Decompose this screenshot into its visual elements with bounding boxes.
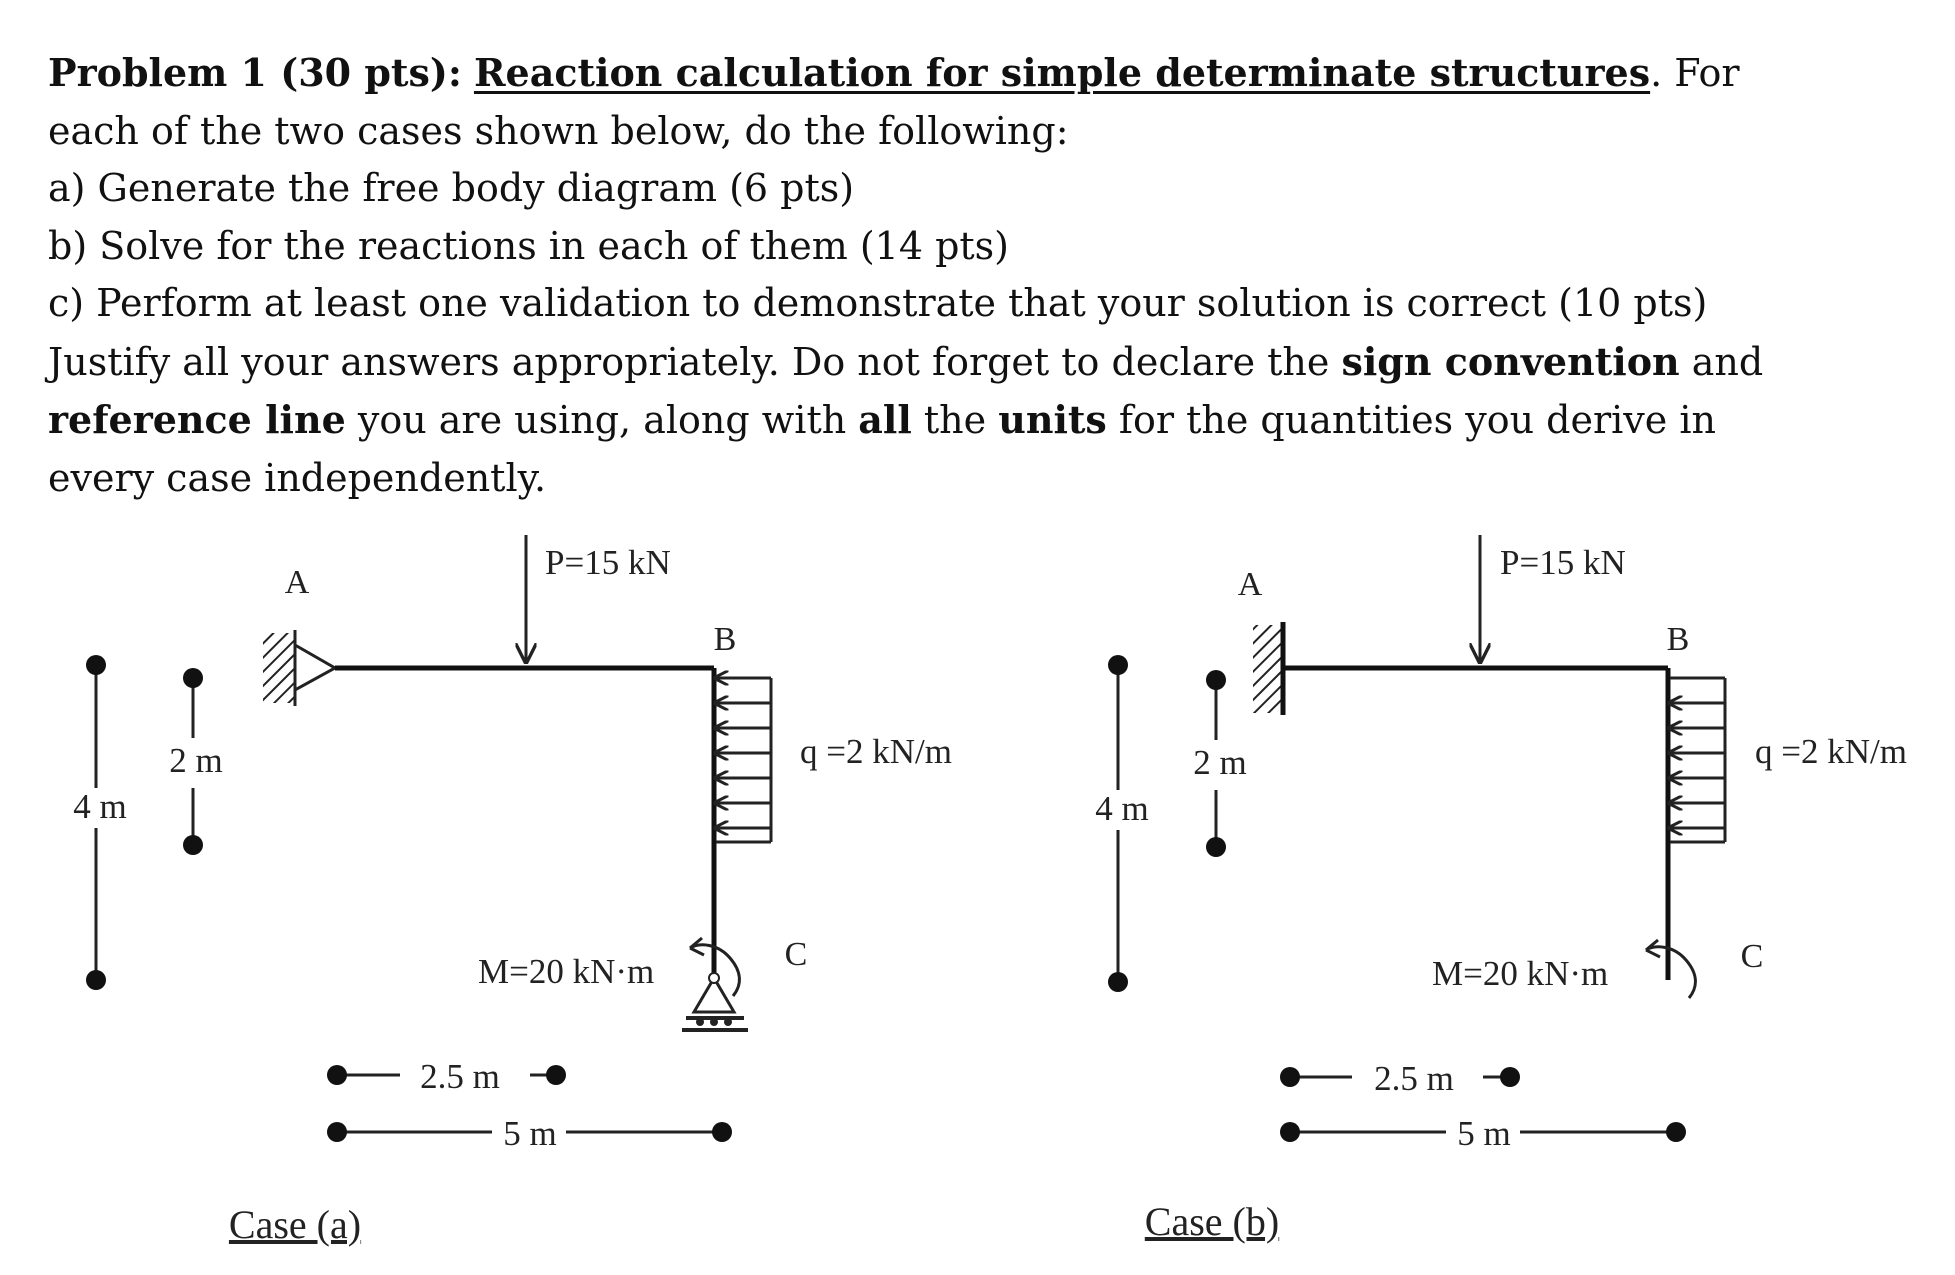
justify-text-4: the xyxy=(911,398,999,442)
case-b-distributed-load-q xyxy=(1669,678,1725,842)
case-a-caption: Case (a) xyxy=(228,1202,362,1247)
case-b-label-B: B xyxy=(1666,621,1690,658)
case-b-label-A: A xyxy=(1237,566,1263,603)
case-b-fixed-support-A xyxy=(1253,622,1283,715)
case-a-dim-4m xyxy=(68,655,130,990)
justify-text-2: and xyxy=(1679,339,1764,384)
case-a-dim-2m-label: 2 m xyxy=(169,741,223,780)
case-a-pin-support-A xyxy=(263,630,335,706)
case-a-label-B: B xyxy=(713,621,737,658)
justify-text-1: Justify all your answers appropriately. Do not forget to declare the xyxy=(48,339,1342,384)
case-a-frame xyxy=(335,668,714,975)
justify-line-3: every case independently. xyxy=(48,455,547,500)
case-b-dim-2-5m-label: 2.5 m xyxy=(1374,1059,1454,1098)
case-b-frame xyxy=(1283,668,1668,980)
step-c: c) Perform at least one validation to demonstrate that your solution is correct (10 pts) xyxy=(48,281,1708,325)
case-b-label-C: C xyxy=(1740,938,1764,975)
problem-heading: Reaction calculation for simple determinate structures xyxy=(473,50,1651,95)
problem-title: Problem 1 (30 pts): xyxy=(48,50,462,95)
reference-line-emphasis: reference line xyxy=(48,397,346,442)
case-b-dim-2m xyxy=(1182,670,1252,857)
case-a-dim-2-5m-label: 2.5 m xyxy=(420,1057,500,1096)
case-b-moment-M-label: M=20 kN·m xyxy=(1432,954,1609,993)
case-a-dim-4m-label: 4 m xyxy=(73,787,127,826)
case-b-caption: Case (b) xyxy=(1144,1199,1280,1244)
case-a-load-q-label: q =2 kN/m xyxy=(800,732,952,771)
all-emphasis: all xyxy=(858,397,912,442)
sign-convention-emphasis: sign convention xyxy=(1341,338,1680,384)
case-b-dim-5m-label: 5 m xyxy=(1457,1114,1511,1153)
case-b-diagram xyxy=(1090,535,1907,1244)
case-a-dim-5m-label: 5 m xyxy=(503,1114,557,1153)
case-a-label-C: C xyxy=(784,936,808,973)
case-a-diagram xyxy=(68,535,952,1247)
problem-line-2: each of the two cases shown below, do the following: xyxy=(48,108,1069,153)
case-b-moment-M xyxy=(1646,940,1695,998)
case-a-distributed-load-q xyxy=(715,678,771,842)
case-b-dim-2m-label: 2 m xyxy=(1193,743,1247,782)
intro-end: . For xyxy=(1650,51,1740,95)
case-b-load-q-label: q =2 kN/m xyxy=(1755,732,1907,771)
step-a: a) Generate the free body diagram (6 pts) xyxy=(48,166,855,210)
case-b-dim-4m-label: 4 m xyxy=(1095,789,1149,828)
case-a-moment-M-label: M=20 kN·m xyxy=(478,952,655,991)
case-a-label-A: A xyxy=(284,564,310,601)
justify-text-3: you are using, along with xyxy=(345,398,859,442)
case-a-load-P-label: P=15 kN xyxy=(545,543,671,582)
step-b: b) Solve for the reactions in each of them (14 pts) xyxy=(48,223,1010,268)
case-b-load-P-label: P=15 kN xyxy=(1500,543,1626,582)
justify-text-5: for the quantities you derive in xyxy=(1106,398,1716,442)
case-a-dim-2m xyxy=(160,668,230,855)
case-b-dim-4m xyxy=(1090,655,1152,992)
units-emphasis: units xyxy=(998,397,1107,442)
